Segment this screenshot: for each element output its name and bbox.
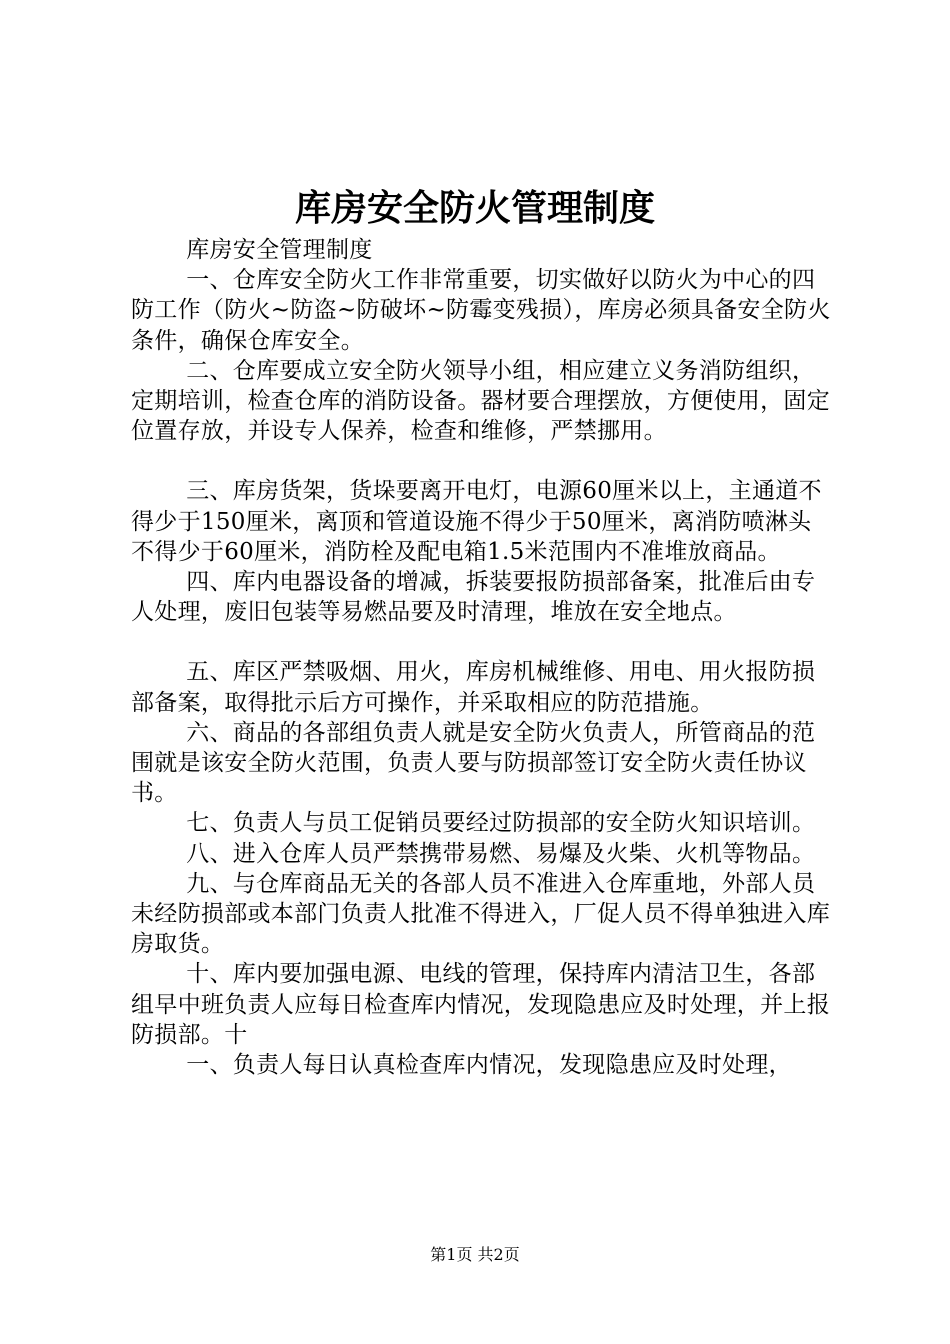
paragraph-3: 三、库房货架，货垛要离开电灯，电源60厘米以上，主通道不得少于150厘米，离顶和管道设施不得少于50厘米，离消防喷淋头不得少于60厘米，消防栓及配电箱1.5米范围内不准堆放商品。 — [131, 478, 822, 565]
paragraph-10: 十、库内要加强电源、电线的管理，保持库内清洁卫生，各部组早中班负责人应每日检查库内情况，发现隐患应及时处理，并上报防损部。十 — [131, 961, 830, 1048]
paragraph-gap — [131, 627, 831, 657]
page-number: 第1页 共2页 — [430, 1245, 520, 1264]
paragraph-7: 七、负责人与员工促销员要经过防损部的安全防火知识培训。 — [186, 810, 816, 837]
paragraph-8: 八、进入仓库人员严禁携带易燃、易爆及火柴、火机等物品。 — [186, 840, 816, 867]
paragraph-9: 九、与仓库商品无关的各部人员不准进入仓库重地，外部人员未经防损部或本部门负责人批准不得进入，厂促人员不得单独进入库房取货。 — [131, 870, 830, 958]
paragraph-5: 五、库区严禁吸烟、用火，库房机械维修、用电、用火报防损部备案，取得批示后方可操作，并采取相应的防范措施。 — [131, 659, 816, 716]
document-body — [131, 235, 831, 1080]
paragraph-1: 一、仓库安全防火工作非常重要，切实做好以防火为中心的四防工作（防火~防盗~防破坏~防霉变残损），库房必须具备安全防火条件，确保仓库安全。 — [131, 267, 831, 354]
paragraph-gap — [131, 446, 831, 476]
paragraph-11: 一、负责人每日认真检查库内情况，发现隐患应及时处理， — [186, 1052, 792, 1079]
paragraph-heading: 库房安全管理制度 — [186, 237, 373, 263]
paragraph-2: 二、仓库要成立安全防火领导小组，相应建立义务消防组织，定期培训，检查仓库的消防设备。器材要合理摆放，方便使用，固定位置存放，并设专人保养，检查和维修，严禁挪用。 — [131, 357, 830, 445]
document-title: 库房安全防火管理制度 — [294, 187, 655, 229]
paragraph-6: 六、商品的各部组负责人就是安全防火负责人，所管商品的范围就是该安全防火范围，负责人要与防损部签订安全防火责任协议书。 — [131, 719, 816, 807]
paragraph-4: 四、库内电器设备的增减，拆装要报防损部备案，批准后由专人处理，废旧包装等易燃品要及时清理，堆放在安全地点。 — [131, 569, 816, 626]
